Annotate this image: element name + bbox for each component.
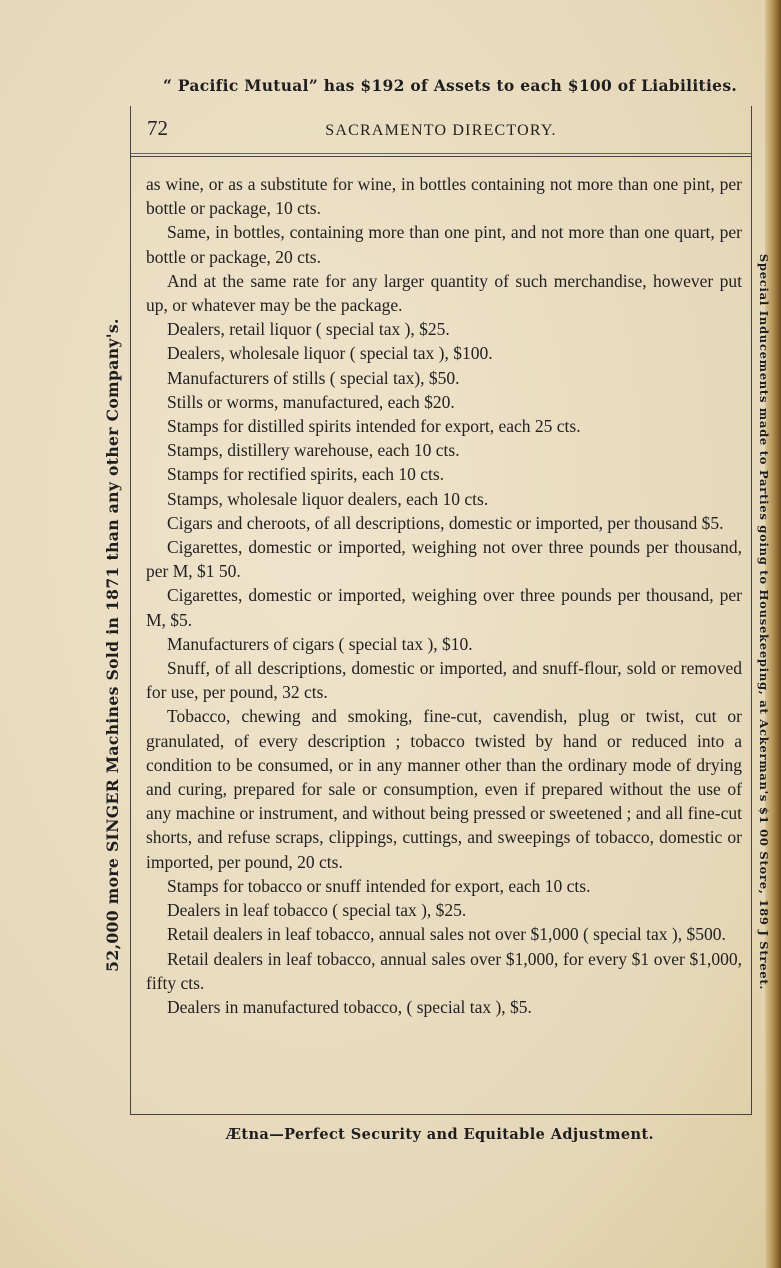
paragraph: Cigars and cheroots, of all descriptions, domestic or imported, per thousand $5. — [167, 512, 724, 533]
paragraph: Dealers, wholesale liquor ( special tax ), $100. — [167, 343, 493, 364]
paragraph: Same, in bottles, containing more than one pint, and not more than one quart, per bottle or package, 20 cts. — [146, 222, 742, 267]
top-banner-ad: “ Pacific Mutual” has $192 of Assets to each $100 of Liabilities. — [162, 76, 738, 95]
running-head — [131, 106, 751, 157]
paragraph: Stamps, distillery warehouse, each 10 cts. — [167, 440, 460, 461]
paragraph: Stamps, wholesale liquor dealers, each 10 cts. — [167, 488, 489, 509]
body-text — [146, 172, 742, 1019]
paragraph: Manufacturers of stills ( special tax), $50. — [167, 367, 460, 388]
paragraph: Manufacturers of cigars ( special tax ), $10. — [167, 633, 473, 654]
paragraph: as wine, or as a substitute for wine, in bottles containing not more than one pint, per bottle or package, 10 cts. — [146, 174, 742, 219]
paragraph: Stamps for distilled spirits intended for export, each 25 cts. — [167, 416, 581, 437]
paragraph: Cigarettes, domestic or imported, weighing not over three pounds per thousand, per M, $1 50. — [146, 537, 742, 582]
paragraph: Dealers in leaf tobacco ( special tax ), $25. — [167, 900, 467, 921]
paragraph: Retail dealers in leaf tobacco, annual sales over $1,000, for every $1 over $1,000, fifty cts. — [146, 948, 742, 993]
right-margin-ad: Special Inducements made to Parties going to Housekeeping, at Ackerman's $1 00 Store, 189 J Street. — [757, 253, 771, 991]
paragraph: And at the same rate for any larger quantity of such merchandise, however put up, or whatever may be the package. — [146, 270, 742, 316]
footer-ad: Ætna—Perfect Security and Equitable Adjustment. — [225, 1126, 654, 1143]
paragraph: Tobacco, chewing and smoking, fine-cut, cavendish, plug or twist, cut or granulated, of every description ; tobacco twisted by hand or reduced into a condition to be consumed, or in any manner other than the ordinary mode of drying and curing, prepared for sale or consumption, even if prepared without the use of any machine or instrument, and without being pressed or sweetened ; and all fine-cut shorts, and refuse scraps, clippings, cuttings, and sweepings of tobacco, domestic or imported, per pound, 20 cts. — [146, 706, 742, 872]
paragraph: Stills or worms, manufactured, each $20. — [167, 391, 455, 412]
paragraph: Stamps for tobacco or snuff intended for export, each 10 cts. — [167, 875, 591, 896]
paragraph: Dealers in manufactured tobacco, ( special tax ), $5. — [167, 996, 532, 1017]
left-margin-ad: 52,000 more SINGER Machines Sold in 1871 than any other Company's. — [103, 318, 122, 972]
paragraph: Cigarettes, domestic or imported, weighing over three pounds per thousand, per M, $5. — [146, 585, 742, 630]
page-number: 72 — [147, 116, 168, 140]
paragraph: Snuff, of all descriptions, domestic or imported, and snuff-flour, sold or removed for use, per pound, 32 cts. — [146, 658, 742, 703]
paragraph: Stamps for rectified spirits, each 10 cts. — [167, 464, 445, 485]
page-title: SACRAMENTO DIRECTORY. — [325, 122, 557, 139]
paragraph: Dealers, retail liquor ( special tax ), $25. — [167, 319, 450, 340]
paragraph: Retail dealers in leaf tobacco, annual sales not over $1,000 ( special tax ), $500. — [167, 924, 726, 945]
